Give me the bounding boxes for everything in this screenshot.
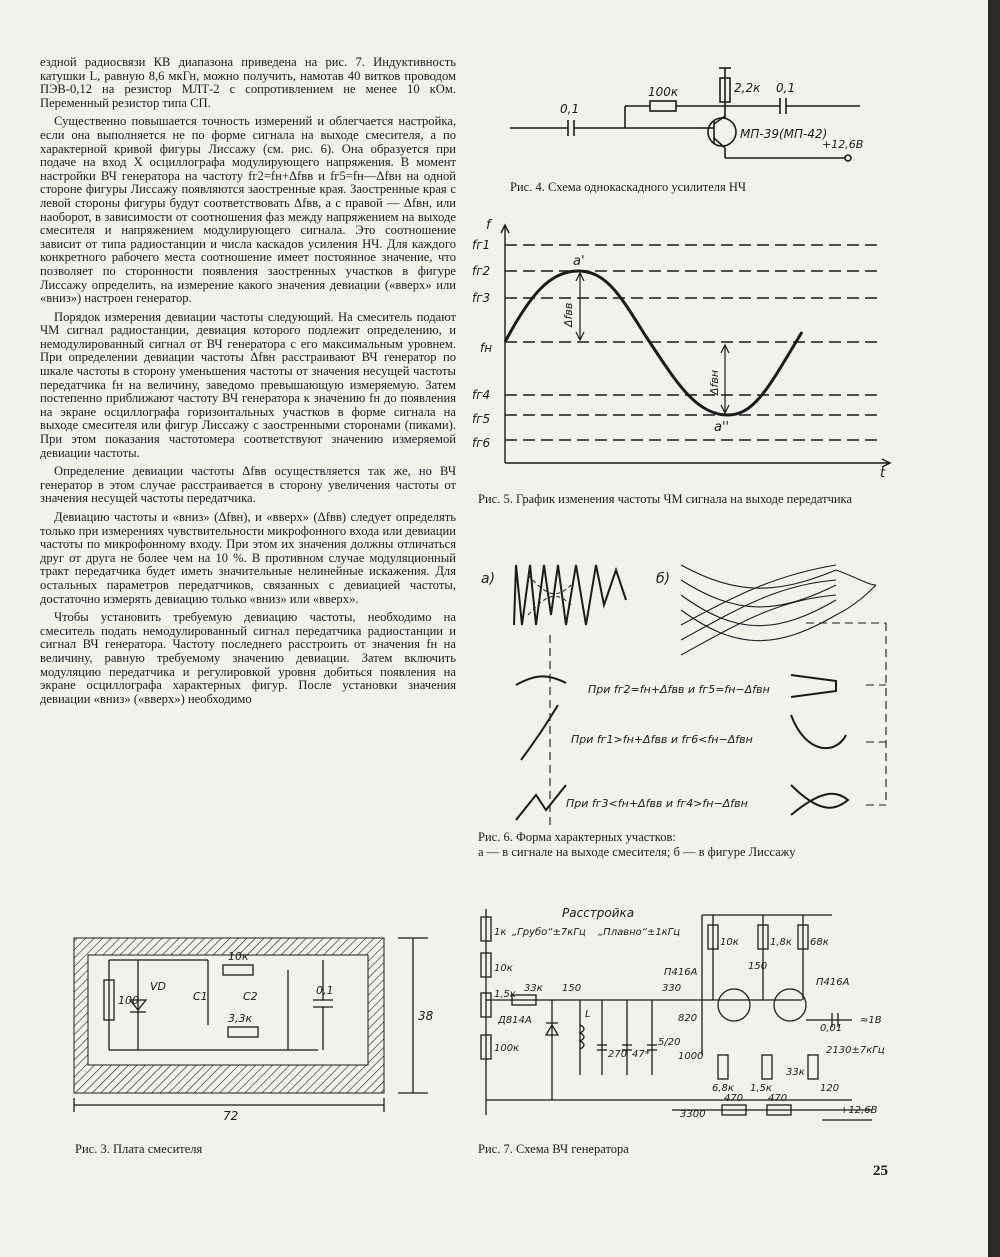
fig7-coarse: „Грубо“±7кГц (512, 927, 586, 938)
fig7-caption: Рис. 7. Схема ВЧ генератора (478, 1142, 629, 1156)
fig4-schematic (500, 58, 890, 178)
fig7-t1: П416А (664, 967, 698, 978)
fig5-trough: a'' (714, 420, 730, 435)
fig5-level: fг5 (472, 412, 491, 426)
fig6-cond1: При fг2=fн+Δfвв и fг5=fн−Δfвн (588, 683, 770, 696)
fig5-t-axis: t (880, 466, 886, 480)
fig6-label-b: б) (656, 571, 671, 587)
fig7-r100: 100к (494, 1043, 520, 1054)
fig7-c270: 270 (608, 1049, 628, 1060)
fig4-caption: Рис. 4. Схема однокаскадного усилителя НЧ (510, 180, 747, 194)
fig3-diode: VD (150, 980, 166, 993)
fig7-c1000: 1000 (678, 1051, 704, 1062)
fig5-peak: a' (573, 254, 585, 269)
fig6-label-a: а) (481, 571, 496, 587)
fig7-c520: 5/20 (658, 1037, 681, 1048)
fig3-r2: 10к (228, 950, 249, 963)
paragraph: Порядок измерения девиации частоты следующий. На смеситель подают ЧМ сигнал радиостанции, девиация которого подлежит определению, и немодулированный сигнал от ВЧ генератора с его максимальным уровнем. При определении девиации частоты Δfвн расстраивают ВЧ генератор по шкале частоты в сторону уменьшения частоты от значения несущей частоты передатчика fн на величину, заведомо превышающую измеряемую. Затем постепенно приближают частоту ВЧ генератора к значению fн до появления на экране осциллографа горизонтальных участков в форме сигнала на выходе смесителя или фигур Лиссажу с заостренными сторонами (пиками). При этом показания частотомера соответствуют значению измеряемой девиации частоты. (40, 309, 456, 460)
fig6-caption-line2: а — в сигнале на выходе смесителя; б — в фигуре Лиссажу (478, 845, 796, 859)
fig7-c47: 47* (632, 1049, 650, 1060)
fig5-level: fн (480, 341, 493, 355)
fig5-level: fг2 (472, 264, 491, 278)
fig3-height: 38 (418, 1009, 434, 1023)
paragraph: ездной радиосвязи КВ диапазона приведена на рис. 7. Индуктивность катушки L, равную 8,6 мкГн, можно получить, намотав 40 витков проводом ПЭВ-0,12 на резистор МЛТ-2 с сопротивлением не менее 10 кОм. Переменный резистор типа СП. (40, 55, 456, 110)
fig7-r68b: 68к (810, 937, 829, 948)
fig4-r-bias: 100к (648, 85, 679, 99)
fig5-level: fг6 (472, 436, 491, 450)
fig4-transistor: МП-39(МП-42) (740, 127, 828, 141)
paragraph: Существенно повышается точность измерений и облегчается настройка, если она выполняется не по форме сигнала на выходе смесителя, а по характерной кривой фигуры Лиссажу (см. рис. 6). Она образуется при подаче на вход X осциллографа модулирующего напряжения. В момент настройки ВЧ генератора на частоту fг2=fн+Δfвв и fг5=fн—Δfвн на одной стороне фигуры Лиссажу появляются заостренные края. Заостренные края с левой стороны фигуры будут соответствовать Δfвв, а с правой — Δfвн, или наоборот, в зависимости от соотношения фаз между напряжением на выходе смесителя и напряжением модулирующего сигнала. Это соотношение зависит от типа радиостанции и числа каскадов усиления НЧ. Для каждого конкретного рабочего места соотношение имеет постоянное значение, что позволяет по сторонности появления заостренных участков в фигуре Лиссажу определить, на измерение какого значения девиации («вверх» или «вниз») настроен генератор. (40, 114, 456, 306)
fig4-c-in: 0,1 (560, 102, 580, 116)
fig5-dev-down: Δfвн (708, 369, 721, 395)
fig6-cond3: При fг3<fн+Δfвв и fг4>fн−Δfвн (566, 797, 748, 810)
fig3-c2: C2 (243, 990, 258, 1003)
fig7-r-15: 1,5к (494, 989, 516, 1000)
fig6-cond2: При fг1>fн+Δfвв и fг6<fн−Δfвн (571, 733, 753, 746)
page-edge (988, 0, 1000, 1257)
fig5-level: fг4 (472, 388, 491, 402)
fig7-r68: 6,8к (712, 1083, 734, 1094)
fig7-r-33: 33к (524, 983, 543, 994)
fig7-r33b: 33к (786, 1067, 805, 1078)
paragraph: Девиацию частоты и «вниз» (Δfвн), и «вверх» (Δfвв) следует определять только при измерениях чувствительности микрофонного входа или девиации частоты по микрофонному входу. При этом их значения должны отличаться друг от друга не более чем на 10 %. В противном случае модуляционный тракт передатчика будет иметь значительные нелинейные искажения. Для остальных параметров передатчиков, связанных с девиацией частоты, достаточно измерять девиацию только «вниз» или «вверх». (40, 510, 456, 606)
fig7-c330: 330 (662, 983, 682, 994)
fig5-dev-up: Δfвв (562, 302, 575, 327)
fig3-c1: C1 (193, 990, 208, 1003)
fig7-r15b: 1,5к (750, 1083, 772, 1094)
fig7-r-fine: 10к (494, 963, 513, 974)
fig7-coil: L (585, 1009, 591, 1020)
paragraph: Чтобы установить требуемую девиацию частоты, необходимо на смеситель подать немодулированный сигнал передатчика радиостанции и сигнал ВЧ генератора. Частоту последнего расстроить от значения fн на величину, равную требуемому значению девиации. Затем включить модуляцию передатчика и регулировкой уровня добиться появления на экране осциллографа характерных фигур. После установки значения девиации «вниз» («вверх») необходимо (40, 610, 456, 706)
fig4-c-out: 0,1 (776, 81, 796, 95)
fig6-figure (476, 555, 896, 830)
page-number: 25 (873, 1163, 888, 1179)
fig7-title: Расстройка (562, 906, 635, 920)
fig4-supply: +12,6В (822, 138, 864, 151)
fig3-r1: 100 (118, 994, 139, 1007)
fig7-c3300: 3300 (680, 1109, 706, 1120)
fig6-caption-line1: Рис. 6. Форма характерных участков: (478, 830, 676, 844)
fig5-caption: Рис. 5. График изменения частоты ЧМ сигнала на выходе передатчика (478, 492, 852, 506)
fig4-r-coll: 2,2к (734, 81, 761, 95)
fig7-t2: П416А (816, 977, 850, 988)
fig7-freq: 2130±7кГц (826, 1045, 885, 1056)
fig7-c150a: 150 (562, 983, 582, 994)
fig7-r18: 1,8к (770, 937, 792, 948)
fig3-caption: Рис. 3. Плата смесителя (75, 1142, 203, 1156)
fig7-zener: Д814А (498, 1015, 532, 1026)
fig3-c3: 0,1 (316, 984, 334, 997)
fig7-out: ≈1В (860, 1015, 882, 1026)
paragraph: Определение девиации частоты Δfвв осуществляется так же, но ВЧ генератор в этом случае расстраивается в сторону увеличения частоты от значения несущей частоты передатчика. (40, 464, 456, 506)
fig7-c820: 820 (678, 1013, 698, 1024)
fig3-width: 72 (223, 1109, 239, 1123)
fig7-r-coarse: 1к (494, 927, 507, 938)
fig5-graph (470, 215, 900, 480)
fig5-level: fг3 (472, 291, 491, 305)
fig7-supply: +12,6В (840, 1105, 878, 1116)
fig5-level: fг1 (472, 238, 491, 252)
fig7-r120: 120 (820, 1083, 840, 1094)
fig3-board (68, 930, 448, 1130)
fig7-schematic (472, 905, 902, 1130)
fig5-f-axis: f (486, 218, 491, 233)
fig7-r470b: 470 (768, 1093, 788, 1104)
fig7-r470a: 470 (724, 1093, 744, 1104)
fig7-c150b: 150 (748, 961, 768, 972)
fig7-fine: „Плавно“±1кГц (598, 927, 681, 938)
fig7-c001: 0,01 (820, 1023, 843, 1034)
body-text (40, 56, 456, 711)
fig7-r10: 10к (720, 937, 739, 948)
fig3-r3: 3,3к (228, 1012, 253, 1025)
